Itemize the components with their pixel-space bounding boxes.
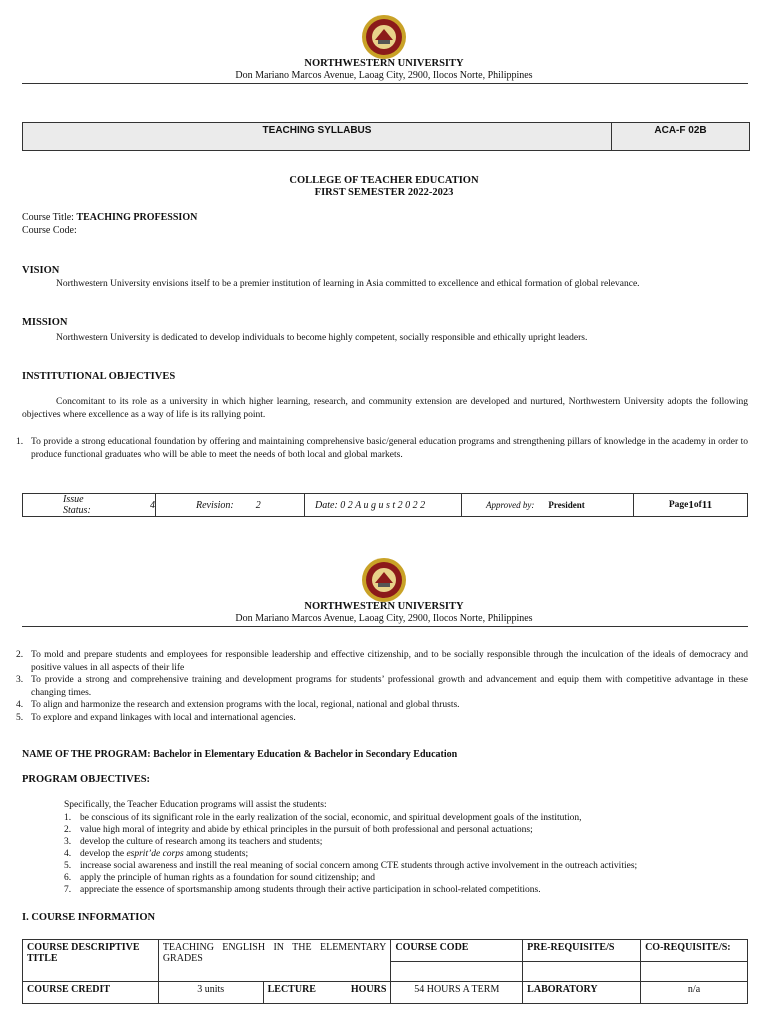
text-post: among students; bbox=[183, 849, 249, 859]
list-number: 5. bbox=[64, 861, 72, 871]
institutional-objectives-heading: INSTITUTIONAL OBJECTIVES bbox=[22, 371, 176, 382]
list-item bbox=[64, 884, 754, 896]
prerequisite-label: PRE-REQUISITE/S bbox=[523, 940, 641, 962]
descriptive-title-value: TEACHING ENGLISH IN THE ELEMENTARY GRADES bbox=[158, 940, 391, 982]
page-current: 1 bbox=[688, 499, 694, 511]
list-text: To provide a strong educational foundation by offering and maintaining comprehensive basic/general education programs and strengthening pillars of knowledge in the academy in order to produce functional graduates who will be able to meet the needs of both local and global markets. bbox=[31, 437, 748, 460]
issue-status-value: 4 bbox=[150, 499, 155, 511]
page-of: of bbox=[693, 500, 702, 510]
issue-status-label: Issue Status: bbox=[63, 494, 91, 516]
program-objectives-intro: Specifically, the Teacher Education programs will assist the students: bbox=[64, 800, 327, 810]
mission-text: Northwestern University is dedicated to develop individuals to become highly competent, socially responsible and ethically upright leaders. bbox=[56, 333, 588, 343]
document-footer bbox=[22, 493, 748, 517]
course-title-line bbox=[22, 212, 197, 223]
list-item bbox=[16, 674, 748, 699]
approved-cell bbox=[462, 494, 634, 516]
syllabus-header-box bbox=[22, 122, 750, 151]
list-item bbox=[64, 812, 754, 824]
list-text: To provide a strong and comprehensive training and development programs for students’ professional growth and advancement and equip them with competitive advantage in these changing times. bbox=[31, 675, 748, 698]
list-text: To align and harmonize the research and extension programs with the local, regional, national and global thrusts. bbox=[31, 700, 460, 710]
list-number: 5. bbox=[16, 713, 24, 723]
list-text: value high moral of integrity and abide by ethical principles in the pursuit of both professional and personal actuations; bbox=[80, 825, 533, 835]
university-name: NORTHWESTERN UNIVERSITY bbox=[304, 58, 464, 69]
university-address: Don Mariano Marcos Avenue, Laoag City, 2900, Ilocos Norte, Philippines bbox=[235, 613, 533, 624]
list-item bbox=[64, 824, 754, 836]
corequisite-label: CO-REQUISITE/S: bbox=[641, 940, 748, 962]
college-name: COLLEGE OF TEACHER EDUCATION bbox=[289, 175, 479, 186]
course-information-heading: I. COURSE INFORMATION bbox=[22, 912, 156, 923]
course-credit-value: 3 units bbox=[158, 982, 263, 1004]
list-number: 1. bbox=[64, 813, 72, 823]
list-number: 2. bbox=[16, 650, 24, 660]
revision-value: 2 bbox=[255, 499, 261, 511]
approved-value: President bbox=[548, 500, 585, 510]
list-text: To mold and prepare students and employees for responsible leadership and effective citizenship, and to be socially responsible through the inculcation of the ideals of democracy and positive values in all aspects of their life bbox=[31, 650, 748, 673]
list-number: 3. bbox=[16, 675, 24, 685]
corequisite-value bbox=[641, 962, 748, 982]
text-emphasis: esprit’de corps bbox=[126, 849, 184, 859]
list-item bbox=[64, 836, 754, 848]
course-information-table bbox=[22, 939, 748, 1004]
program-objectives-heading: PROGRAM OBJECTIVES: bbox=[22, 774, 151, 785]
list-item bbox=[64, 872, 754, 884]
course-code-label: Course Code: bbox=[22, 225, 77, 236]
page-prefix: Page bbox=[668, 500, 689, 510]
revision-cell bbox=[156, 494, 305, 516]
list-text: To explore and expand linkages with local and international agencies. bbox=[31, 713, 296, 723]
list-text: apply the principle of human rights as a foundation for sound citizenship; and bbox=[80, 873, 375, 883]
list-item bbox=[16, 649, 748, 674]
lecture-hours-label: LECTURE HOURS bbox=[263, 982, 391, 1004]
course-title-label: Course Title: bbox=[22, 212, 77, 223]
list-number: 4. bbox=[64, 849, 72, 859]
list-number: 4. bbox=[16, 700, 24, 710]
university-seal-icon bbox=[361, 557, 407, 603]
text-pre: develop the bbox=[80, 849, 127, 859]
list-text: develop the culture of research among its teachers and students; bbox=[80, 837, 323, 847]
list-item bbox=[16, 436, 748, 461]
list-item bbox=[16, 699, 748, 712]
course-credit-label: COURSE CREDIT bbox=[23, 982, 159, 1004]
header-divider bbox=[22, 626, 748, 627]
semester-label: FIRST SEMESTER 2022-2023 bbox=[314, 187, 454, 198]
syllabus-title: TEACHING SYLLABUS bbox=[23, 123, 612, 150]
university-name: NORTHWESTERN UNIVERSITY bbox=[304, 601, 464, 612]
list-item bbox=[64, 860, 754, 872]
revision-label: Revision: bbox=[196, 499, 234, 511]
list-number: 1. bbox=[16, 437, 24, 447]
issue-status-cell bbox=[23, 494, 156, 516]
vision-text: Northwestern University envisions itself to be a premier institution of learning in Asia committed to excellence and ethical formation of global relevance. bbox=[56, 279, 640, 289]
list-item bbox=[16, 712, 748, 725]
course-title-value: TEACHING PROFESSION bbox=[76, 212, 198, 223]
header-divider bbox=[22, 83, 748, 84]
list-text bbox=[80, 848, 248, 860]
list-item bbox=[64, 848, 754, 860]
laboratory-value: n/a bbox=[641, 982, 748, 1004]
university-seal-icon bbox=[361, 14, 407, 60]
program-name: NAME OF THE PROGRAM: Bachelor in Elementary Education & Bachelor in Secondary Education bbox=[22, 749, 458, 760]
date-label: Date: 0 2 A u g u s t 2 0 2 2 bbox=[315, 499, 426, 511]
descriptive-title-label: COURSE DESCRIPTIVE TITLE bbox=[23, 940, 159, 982]
laboratory-label: LABORATORY bbox=[523, 982, 641, 1004]
list-text: be conscious of its significant role in the early realization of the social, economic, and spiritual development goals of the institution, bbox=[80, 813, 582, 823]
vision-heading: VISION bbox=[22, 265, 60, 276]
course-code-value bbox=[391, 962, 523, 982]
list-number: 6. bbox=[64, 873, 72, 883]
list-number: 3. bbox=[64, 837, 72, 847]
university-address: Don Mariano Marcos Avenue, Laoag City, 2900, Ilocos Norte, Philippines bbox=[235, 70, 533, 81]
list-number: 7. bbox=[64, 885, 72, 895]
date-cell bbox=[305, 494, 462, 516]
approved-label: Approved by: bbox=[486, 500, 535, 510]
objectives-intro: Concomitant to its role as a university in which higher learning, research, and community extension are developed and nurtured, Northwestern University adopts the following objectives where excellence as a way of life is its rallying point. bbox=[22, 397, 748, 420]
list-number: 2. bbox=[64, 825, 72, 835]
list-text: appreciate the essence of sportsmanship among students through their active participation in school-related competitions. bbox=[80, 885, 541, 895]
page-total: 11 bbox=[701, 499, 713, 511]
list-text: increase social awareness and instill the real meaning of social concern among CTE students through active involvement in the outreach activities; bbox=[80, 861, 638, 871]
lecture-hours-value: 54 HOURS A TERM bbox=[391, 982, 523, 1004]
prerequisite-value bbox=[523, 962, 641, 982]
page-number-cell bbox=[634, 494, 747, 516]
mission-heading: MISSION bbox=[22, 317, 68, 328]
form-code: ACA-F 02B bbox=[654, 125, 707, 136]
course-code-label: COURSE CODE bbox=[391, 940, 523, 962]
